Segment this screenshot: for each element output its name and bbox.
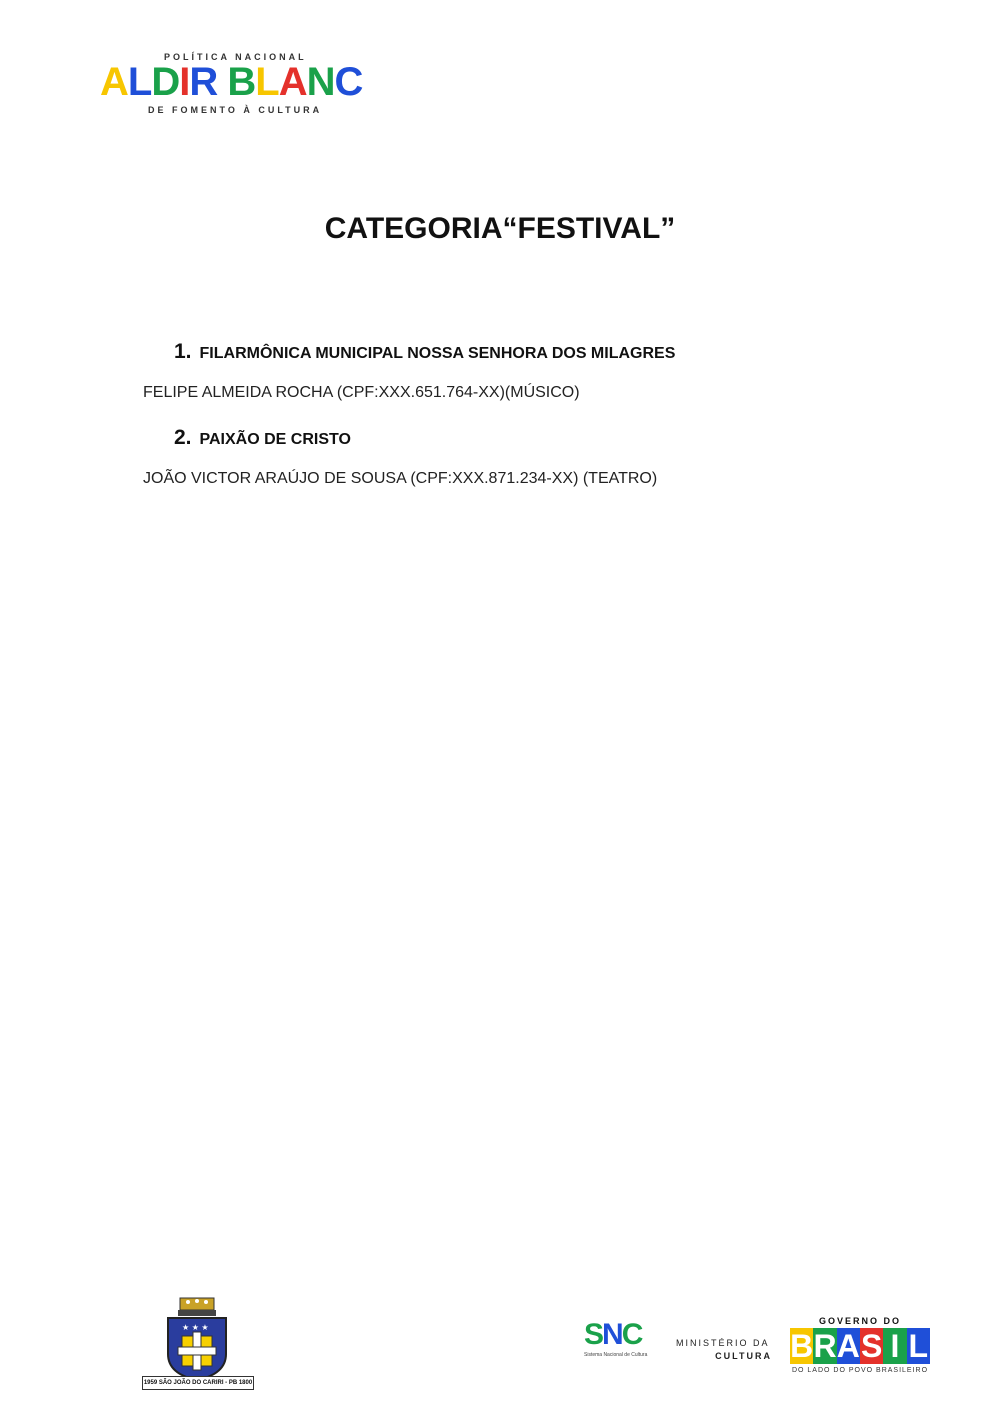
svg-text:★ ★ ★: ★ ★ ★ bbox=[182, 1323, 209, 1332]
ministerio-line-2: CULTURA bbox=[715, 1351, 772, 1361]
ministerio-cultura-logo bbox=[676, 1337, 772, 1401]
page-title: CATEGORIA“FESTIVAL” bbox=[324, 212, 676, 245]
ministerio-line-1: MINISTÉRIO DA bbox=[676, 1338, 770, 1348]
governo-main-text: B R A S I L bbox=[790, 1328, 929, 1364]
item-number-1: 1. bbox=[174, 340, 192, 363]
item-title-2: PAIXÃO DE CRISTO bbox=[199, 431, 351, 448]
logo-top-text: POLÍTICA NACIONAL bbox=[164, 52, 307, 62]
item-number-2: 2. bbox=[174, 426, 192, 449]
municipal-crest-logo bbox=[142, 1296, 252, 1392]
item-heading-1 bbox=[174, 340, 675, 364]
item-heading-2 bbox=[174, 426, 351, 450]
aldir-blanc-logo bbox=[100, 50, 380, 120]
item-body-2: JOÃO VICTOR ARAÚJO DE SOUSA (CPF:XXX.871.234-XX) (TEATRO) bbox=[143, 470, 658, 487]
governo-brasil-logo bbox=[790, 1316, 930, 1380]
governo-subtitle: DO LADO DO POVO BRASILEIRO bbox=[791, 1367, 929, 1374]
item-body-1: FELIPE ALMEIDA ROCHA (CPF:XXX.651.764-XX)(MÚSICO) bbox=[143, 384, 580, 401]
snc-subtitle: Sistema Nacional de Cultura bbox=[584, 1352, 648, 1358]
logo-bottom-text: DE FOMENTO À CULTURA bbox=[148, 105, 323, 115]
logo-main-text: ALDIR BLANC bbox=[100, 60, 363, 104]
governo-top-text: GOVERNO DO bbox=[818, 1316, 901, 1326]
item-title-1: FILARMÔNICA MUNICIPAL NOSSA SENHORA DOS MILAGRES bbox=[199, 345, 676, 362]
snc-letters: SNC bbox=[584, 1318, 642, 1351]
snc-logo bbox=[584, 1318, 658, 1382]
crest-ribbon: 1959 SÃO JOÃO DO CARIRI - PB 1800 bbox=[142, 1376, 254, 1390]
